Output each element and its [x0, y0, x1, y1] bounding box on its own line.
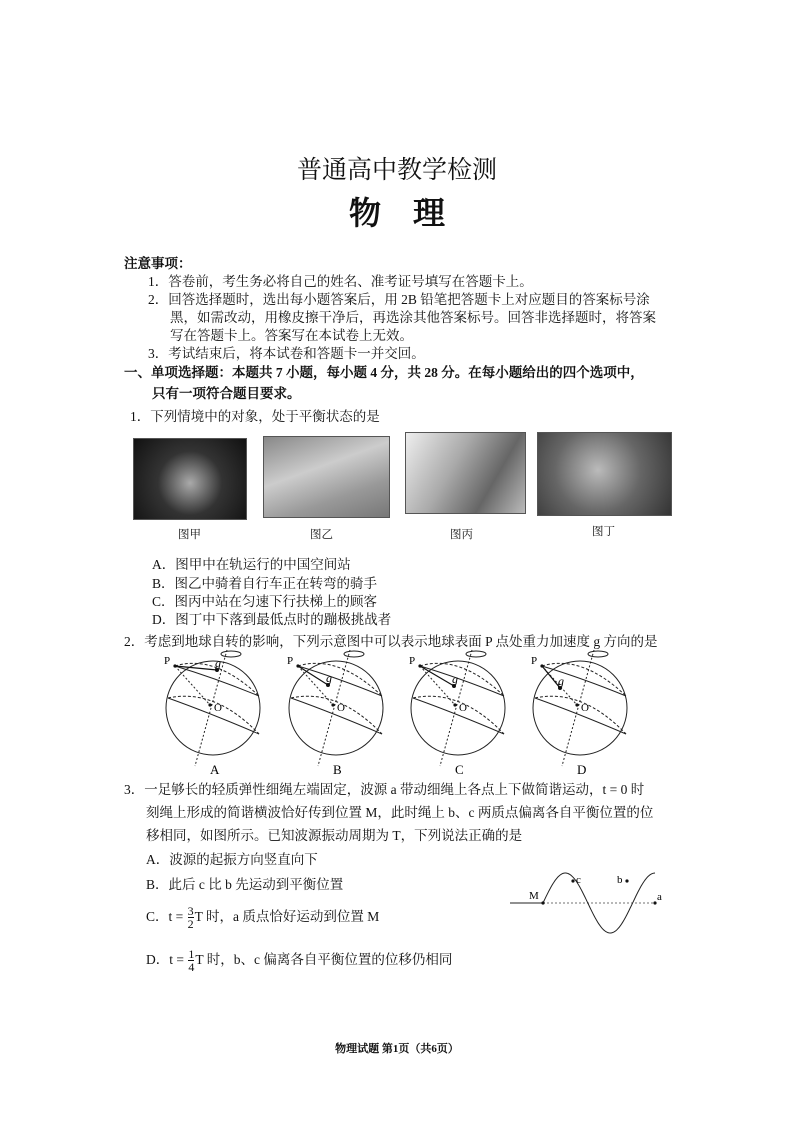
option-label: C — [455, 762, 464, 777]
q3-option-b: B．此后 c 比 b 先运动到平衡位置 — [146, 877, 344, 892]
q1-option-c: C．图丙中站在匀速下行扶梯上的顾客 — [152, 594, 378, 609]
notice-item: 1．答卷前，考生务必将自己的姓名、准考证号填写在答题卡上。 — [148, 274, 533, 289]
globe-diagram — [532, 648, 632, 780]
section-heading-cont: 只有一项符合题目要求。 — [152, 386, 301, 401]
caption: 图乙 — [310, 529, 333, 541]
q1-option-a: A．图甲中在轨运行的中国空间站 — [152, 557, 351, 572]
center-o-label: O — [459, 702, 467, 714]
q3-stem: 移相同，如图所示。已知波源振动周期为 T，下列说法正确的是 — [146, 828, 523, 843]
point-p-label: P — [409, 655, 416, 667]
vector-g-label: g — [558, 674, 564, 688]
cyclist-photo — [263, 436, 390, 518]
notice-item: 写在答题卡上。答案写在本试卷上无效。 — [170, 328, 413, 343]
option-label: B — [333, 762, 342, 777]
wave-label-c: c — [576, 874, 581, 886]
option-label: D — [577, 762, 587, 777]
vector-g-label: g — [326, 671, 332, 685]
caption: 图丙 — [450, 529, 473, 541]
wave-label-m: M — [529, 890, 539, 902]
q1-stem: 1．下列情境中的对象，处于平衡状态的是 — [130, 409, 380, 424]
q3-option-c: C．t = $\frac{3}{2}$ T 时，a 质点恰好运动到位置 M — [146, 904, 380, 932]
q3-stem: 3．一足够长的轻质弹性细绳左端固定，波源 a 带动细绳上各点上下做简谐运动，t = 0 时 — [124, 782, 645, 797]
center-o-label: O — [337, 702, 345, 714]
notice-item: 黑，如需改动，用橡皮擦干净后，再选涂其他答案标号。回答非选择题时，将答案 — [170, 310, 656, 325]
q1-option-d: D．图丁中下落到最低点时的蹦极挑战者 — [152, 612, 392, 627]
q2-stem: 2．考虑到地球自转的影响，下列示意图中可以表示地球表面 P 点处重力加速度 g 方向的是 — [124, 634, 658, 649]
notice-heading: 注意事项： — [124, 256, 192, 271]
wave-label-b: b — [617, 874, 623, 886]
q3-option-d: D．t = $\frac{1}{4}$ T 时，b、c 偏离各自平衡位置的位移仍相同 — [146, 947, 453, 975]
caption: 图甲 — [178, 529, 201, 541]
vector-g-label: g — [452, 672, 458, 686]
wave-diagram — [505, 870, 665, 945]
point-p-label: P — [287, 655, 294, 667]
escalator-photo — [405, 432, 526, 514]
caption: 图丁 — [592, 526, 615, 538]
center-o-label: O — [214, 702, 222, 714]
globe-diagram — [165, 648, 265, 780]
q3-stem: 刻绳上形成的简谐横波恰好传到位置 M，此时绳上 b、c 两质点偏离各自平衡位置的位 — [146, 805, 654, 820]
vector-g-label: g — [215, 656, 221, 670]
q3-option-a: A．波源的起振方向竖直向下 — [146, 852, 318, 867]
q1-option-b: B．图乙中骑着自行车正在转弯的骑手 — [152, 576, 378, 591]
exam-title: 普通高中教学检测 — [296, 157, 497, 184]
option-label: A — [210, 762, 220, 777]
wave-label-a: a — [657, 891, 662, 903]
subject-title: 物 理 — [348, 194, 445, 232]
notice-item: 3．考试结束后，将本试卷和答题卡一并交回。 — [148, 346, 425, 361]
bungee-photo — [537, 432, 672, 516]
point-p-label: P — [164, 655, 171, 667]
space-station-photo — [133, 438, 247, 520]
notice-item: 2．回答选择题时，选出每小题答案后，用 2B 铅笔把答题卡上对应题目的答案标号涂 — [148, 292, 650, 307]
globe-diagram — [410, 648, 510, 780]
point-p-label: P — [531, 655, 538, 667]
page-footer: 物理试题 第1页（共6页） — [335, 1043, 459, 1055]
center-o-label: O — [581, 702, 589, 714]
section-heading: 一、单项选择题：本题共 7 小题，每小题 4 分，共 28 分。在每小题给出的四个选项中， — [124, 365, 644, 380]
globe-diagram — [288, 648, 388, 780]
